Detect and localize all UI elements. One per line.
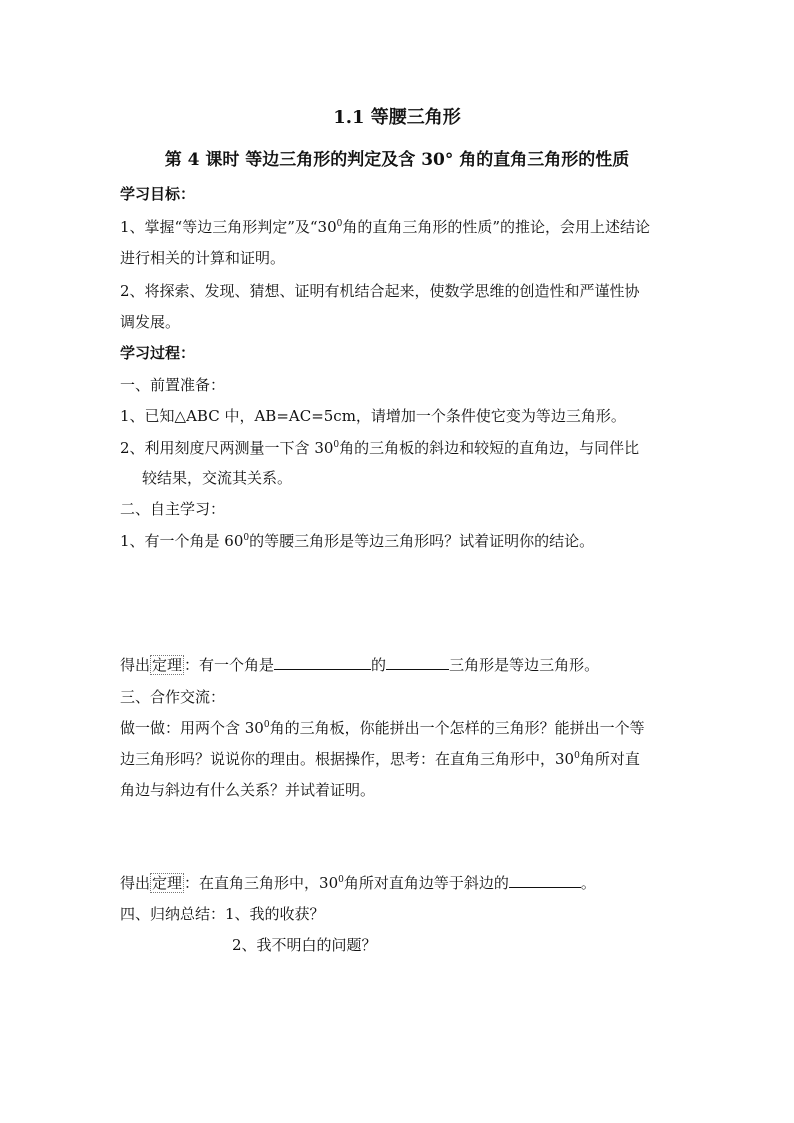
objective-2-line-2: 调发展。	[120, 313, 181, 331]
objective-1-line-1: 1、掌握“等边三角形判定”及“$30^0$角的直角三角形的性质”的推论，会用上述结论	[120, 218, 651, 236]
cooperation-line-3: 角边与斜边有什么关系？并试着证明。	[120, 781, 376, 799]
page-title: 1.1 等腰三角形	[333, 107, 461, 128]
theorem-1-blank-1[interactable]	[274, 655, 371, 670]
theorem-1-keyword: 定理	[152, 656, 183, 674]
cooperation-heading: 三、合作交流：	[120, 688, 226, 706]
objective-1-line-2: 进行相关的计算和证明。	[120, 249, 286, 267]
cooperation-line-2: 边三角形吗？说说你的理由。根据操作，思考：在直角三角形中，$30^0$角所对直	[120, 750, 640, 768]
prep-item-2-line-1: 2、利用刻度尺两测量一下含 $30^0$角的三角板的斜边和较短的直角边，与同伴比	[120, 439, 640, 457]
process-heading: 学习过程：	[120, 344, 196, 362]
summary-heading: 四、归纳总结：1、我的收获？	[120, 905, 325, 923]
self-study-heading: 二、自主学习：	[120, 500, 226, 518]
objectives-heading: 学习目标：	[120, 185, 196, 203]
theorem-2-keyword: 定理	[152, 874, 183, 892]
cooperation-line-1: 做一做：用两个含 $30^0$角的三角板，你能拼出一个怎样的三角形？能拼出一个等	[120, 719, 645, 737]
lesson-subtitle: 第 4 课时 等边三角形的判定及含 30° 角的直角三角形的性质	[164, 150, 630, 170]
theorem-1-blank-2[interactable]	[386, 655, 449, 670]
summary-item-2: 2、我不明白的问题？	[232, 936, 377, 954]
prep-item-1: 1、已知△ABC 中，AB=AC=5cm，请增加一个条件使它变为等边三角形。	[120, 407, 626, 425]
theorem-1: 得出 定理 ：有一个角是 的 三角形是等边三角形。	[120, 656, 600, 674]
theorem-2-blank[interactable]	[509, 873, 581, 888]
objective-2-line-1: 2、将探索、发现、猜想、证明有机结合起来，使数学思维的创造性和严谨性协	[120, 282, 640, 300]
prep-heading: 一、前置准备：	[120, 376, 226, 394]
prep-item-2-line-2: 较结果，交流其关系。	[142, 469, 293, 487]
self-study-item-1: 1、有一个角是 $60^0$的等腰三角形是等边三角形吗？试着证明你的结论。	[120, 532, 595, 550]
theorem-2: 得出 定理 ：在直角三角形中，$30^0$角所对直角边等于斜边的 。	[120, 874, 596, 892]
